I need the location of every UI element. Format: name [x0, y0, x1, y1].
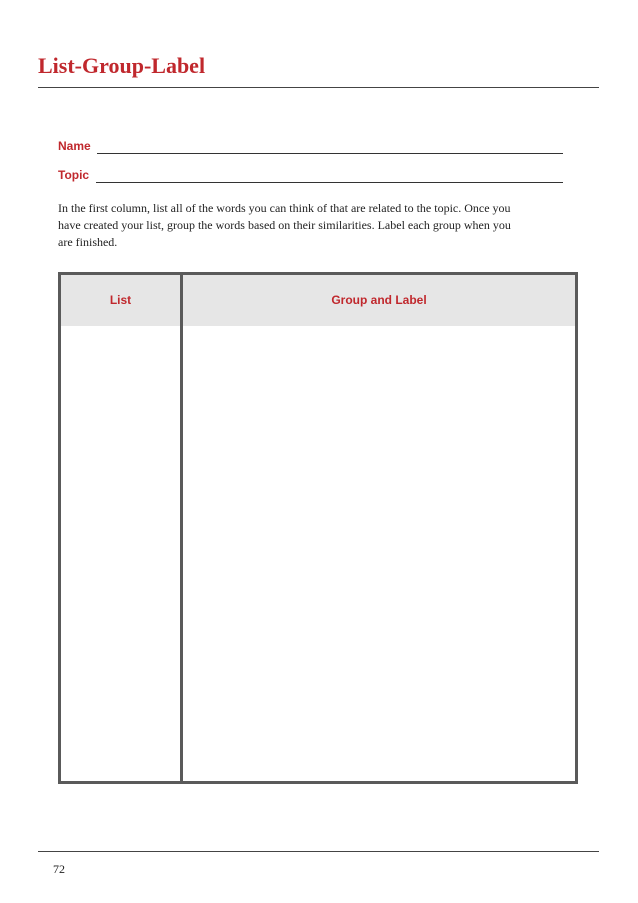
topic-field[interactable] [96, 182, 563, 183]
name-field[interactable] [97, 153, 563, 154]
title-divider [38, 87, 599, 88]
page-number: 72 [53, 862, 65, 876]
name-field-row [58, 138, 563, 156]
column-divider [180, 275, 183, 781]
instructions-text: In the first column, list all of the words you can think of that are related to the topic. Once you have created your list, group the words based on their similarities. Label each group when you are finished. [58, 201, 511, 249]
list-group-label-table [58, 272, 578, 784]
column-header-group-and-label: Group and Label [331, 293, 427, 307]
name-label: Name [58, 139, 91, 153]
topic-label: Topic [58, 168, 90, 182]
footer-divider [38, 851, 599, 852]
page-title: List-Group-Label [38, 53, 206, 78]
column-header-list: List [109, 293, 132, 307]
topic-field-row [58, 167, 563, 185]
